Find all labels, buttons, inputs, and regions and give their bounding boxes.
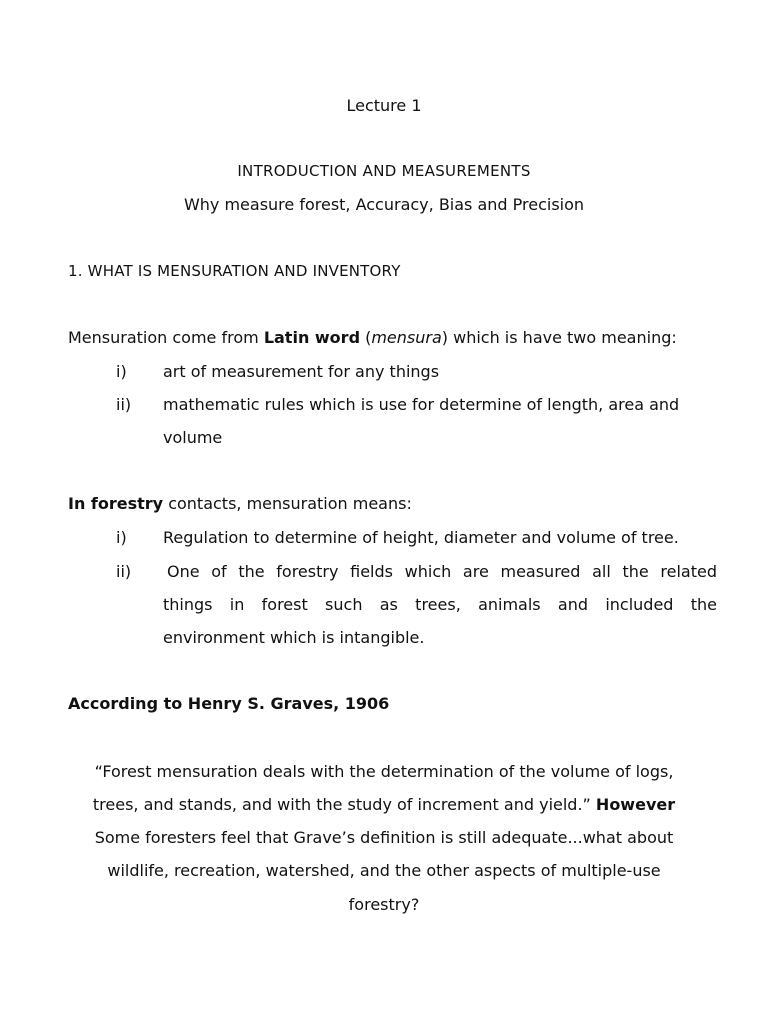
list-marker: ii) [116,395,132,414]
mensuration-paragraph: Mensuration come from Latin word (mensura) which is have two meaning: [68,328,677,347]
quote-line: forestry? [348,895,420,914]
document-subtitle: Why measure forest, Accuracy, Bias and Precision [183,195,585,214]
forestry-paragraph: In forestry contacts, mensuration means: [68,494,412,513]
list-item-text: Regulation to determine of height, diameter and volume of tree. [163,528,679,547]
section-heading: 1. WHAT IS MENSURATION AND INVENTORY [68,262,401,280]
mensura-term: mensura [371,328,442,347]
in-forestry-term: In forestry [68,494,164,513]
list-item-text: One of the forestry fields which are measured all the related [167,562,717,581]
list-item-text: art of measurement for any things [163,362,440,381]
quote-line: wildlife, recreation, watershed, and the other aspects of multiple-use [107,861,661,880]
quote-line: “Forest mensuration deals with the determination of the volume of logs, [94,762,674,781]
latin-word-term: Latin word [263,328,361,347]
list-item-text: environment which is intangible. [163,628,425,647]
document-title: INTRODUCTION AND MEASUREMENTS [237,162,531,180]
list-marker: ii) [116,562,132,581]
however-term: However [595,795,676,814]
list-item-text: volume [163,428,223,447]
lecture-label: Lecture 1 [346,96,422,115]
list-marker: i) [116,528,127,547]
list-item-text: things in forest such as trees, animals and included the [163,595,717,614]
quote-line: Some foresters feel that Grave’s definition is still adequate...what about [94,828,674,847]
list-item-text: mathematic rules which is use for determine of length, area and [163,395,680,414]
list-marker: i) [116,362,127,381]
graves-heading: According to Henry S. Graves, 1906 [68,694,390,713]
quote-line: trees, and stands, and with the study of increment and yield.” However [92,795,676,814]
